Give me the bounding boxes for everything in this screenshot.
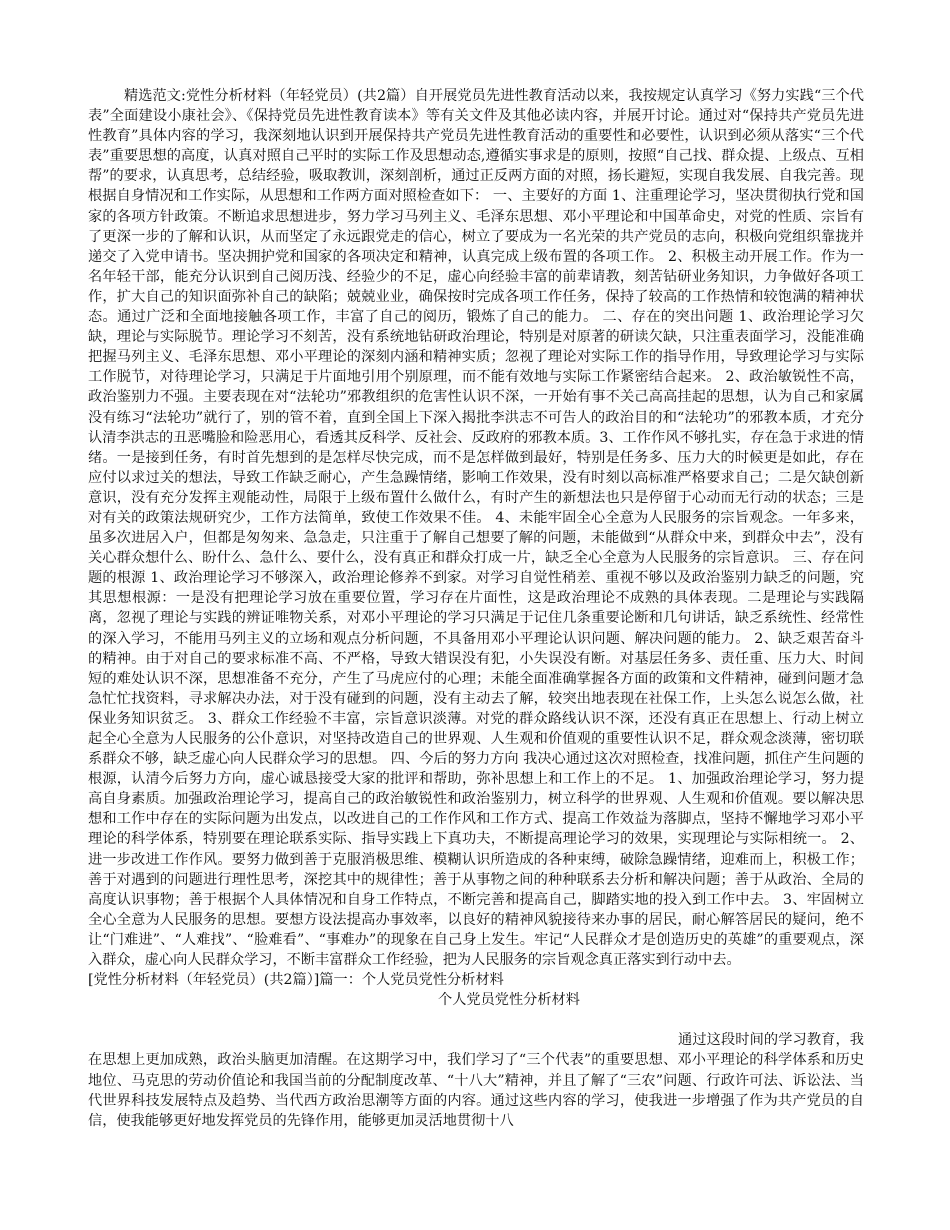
document-page <box>88 86 864 1216</box>
second-paragraph: 通过这段时间的学习教育，我在思想上更加成熟，政治头脑更加清醒。在这期学习中，我们学习了“三个代表”的重要思想、邓小平理论的科学体系和历史地位、马克思的劳动价值论和我国当前的分配制度改革、“十八大”精神，并且了解了“三农”问题、行政许可法、诉讼法、当代世界科技发展特点及趋势、当代西方政治思潮等方面的内容。通过这些内容的学习，使我进一步增强了作为共产党员的自信，使我能够更好地发挥党员的先锋作用，能够更加灵活地贯彻十八 <box>88 1032 864 1129</box>
main-paragraph: 精选范文:党性分析材料（年轻党员）(共2篇）自开展党员先进性教育活动以来，我按规定认真学习《努力实践“三个代表”全面建设小康社会》、《保持党员先进性教育读本》等有关文件及其他必读内容，并展开讨论。通过对“保持共产党员先进性教育”具体内容的学习，我深刻地认识到开展保持共产党员先进性教育活动的重要性和必要性，认识到必须从落实“三个代表”重要思想的高度，认真对照自己平时的实际工作及思想动态,遵循实事求是的原则，按照“自己找、群众提、上级点、互相帮”的要求，认真思考，总结经验，吸取教训，深刻剖析，通过正反两方面的对照，扬长避短，实现自我发展、自我完善。现根据自身情况和工作实际，从思想和工作两方面对照检查如下： 一、主要好的方面 1、注重理论学习，坚决贯彻执行党和国家的各项方针政策。不断追求思想进步，努力学习马列主义、毛泽东思想、邓小平理论和中国革命史，对党的性质、宗旨有了更深一步的了解和认识，从而坚定了永远跟党走的信心，树立了要成为一名光荣的共产党员的志向，积极向党组织靠拢并递交了入党申请书。坚决拥护党和国家的各项决定和精神，认真完成上级布置的各项工作。 2、积极主动开展工作。作为一名年轻干部，能充分认识到自己阅历浅、经验少的不足，虚心向经验丰富的前辈请教，刻苦钻研业务知识，力争做好各项工作，扩大自己的知识面弥补自己的缺陷；兢兢业业，确保按时完成各项工作任务，保持了较高的工作热情和较饱满的精神状态。通过广泛和全面地接触各项工作，丰富了自己的阅历，锻炼了自己的能力。 二、存在的突出问题 1、政治理论学习欠缺，理论与实际脱节。理论学习不刻苦，没有系统地钻研政治理论，特别是对原著的研读欠缺，只注重表面学习，没能准确把握马列主义、毛泽东思想、邓小平理论的深刻内涵和精神实质；忽视了理论对实际工作的指导作用，导致理论学习与实际工作脱节，对待理论学习，只满足于片面地引用个别原理，而不能有效地与实际工作紧密结合起来。 2、政治敏锐性不高，政治鉴别力不强。主要表现在对“法轮功”邪教组织的危害性认识不深，一开始有事不关己高高挂起的思想，认为自己和家属没有练习“法轮功”就行了，别的管不着，直到全国上下深入揭批李洪志不可告人的政治目的和“法轮功”的邪教本质，才充分认清李洪志的丑恶嘴脸和险恶用心，看透其反科学、反社会、反政府的邪教本质。3、工作作风不够扎实，存在急于求进的情绪。一是接到任务，有时首先想到的是怎样尽快完成，而不是怎样做到最好，特别是任务多、压力大的时候更是如此，存在应付以求过关的想法，导致工作缺乏耐心，产生急躁情绪，影响工作效果，没有时刻以高标准严格要求自己；二是欠缺创新意识，没有充分发挥主观能动性，局限于上级布置什么做什么，有时产生的新想法也只是停留于心动而无行动的状态；三是对有关的政策法规研究少，工作方法简单，致使工作效果不佳。 4、未能牢固全心全意为人民服务的宗旨观念。一年多来，虽多次进居入户，但都是匆匆来、急急走，只注重于了解自己想要了解的问题，未能做到“从群众中来，到群众中去”，没有关心群众想什么、盼什么、急什么、要什么，没有真正和群众打成一片，缺乏全心全意为人民服务的宗旨意识。 三、存在问题的根源 1、政治理论学习不够深入，政治理论修养不到家。对学习自觉性稍差、重视不够以及政治鉴别力缺乏的问题，究其思想根源：一是没有把理论学习放在重要位置，学习存在片面性，这是政治理论不成熟的具体表现。二是理论与实践隔离，忽视了理论与实践的辨证唯物关系，对邓小平理论的学习只满足于记住几条重要论断和几句讲话，缺乏系统性、经常性的深入学习，不能用马列主义的立场和观点分析问题，不具备用邓小平理论认识问题、解决问题的能力。 2、缺乏艰苦奋斗的精神。由于对自己的要求标准不高、不严格，导致大错误没有犯，小失误没有断。对基层任务多、责任重、压力大、时间短的难处认识不深，思想准备不充分，产生了马虎应付的心理；未能全面准确掌握各方面的政策和文件精神，碰到问题才急急忙忙找资料，寻求解决办法，对于没有碰到的问题，没有主动去了解，较突出地表现在社保工作，上头怎么说怎么做，社保业务知识贫乏。 3、群众工作经验不丰富，宗旨意识淡薄。对党的群众路线认识不深，还没有真正在思想上、行动上树立起全心全意为人民服务的公仆意识，对坚持改造自己的世界观、人生观和价值观的重要性认识不足，群众观念淡薄，密切联系群众不够，缺乏虚心向人民群众学习的思想。 四、今后的努力方向 我决心通过这次对照检查，找准问题，抓住产生问题的根源，认清今后努力方向，虚心诚恳接受大家的批评和帮助，弥补思想上和工作上的不足。 1、加强政治理论学习，努力提高自身素质。加强政治理论学习，提高自己的政治敏锐性和政治鉴别力，树立科学的世界观、人生观和价值观。要以解决思想和工作中存在的实际问题为出发点，以改进自己的工作作风和工作方式、提高工作效益为落脚点，坚持不懈地学习邓小平理论的科学体系，特别要在理论联系实际、指导实践上下真功夫，不断提高理论学习的效果，实现理论与实际相统一。 2、进一步改进工作作风。要努力做到善于克服消极思维、模糊认识所造成的各种束缚，破除急躁情绪，迎难而上，积极工作；善于对遇到的问题进行理性思考，深挖其中的规律性；善于从事物之间的种种联系去分析和解决问题；善于从政治、全局的高度认识事物；善于根据个人具体情况和自身工作特点，不断完善和提高自己，脚踏实地的投入到工作中去。 3、牢固树立全心全意为人民服务的思想。要想方设法提高办事效率，以良好的精神风貌接待来办事的居民，耐心解答居民的疑问，绝不让“门难进”、“人难找”、“脸难看”、“事难办”的现象在自己身上发生。牢记“人民群众才是创造历史的英雄”的重要观点，深入群众，虚心向人民群众学习，不断丰富群众工作经验，把为人民服务的宗旨观念真正落实到行动中去。 <box>88 88 864 969</box>
blank-line <box>88 1010 864 1030</box>
article-title: 个人党员党性分析材料 <box>438 992 580 1009</box>
sub-heading: [党性分析材料（年轻党员）(共2篇）]篇一：个人党员党性分析材料 <box>88 972 504 989</box>
